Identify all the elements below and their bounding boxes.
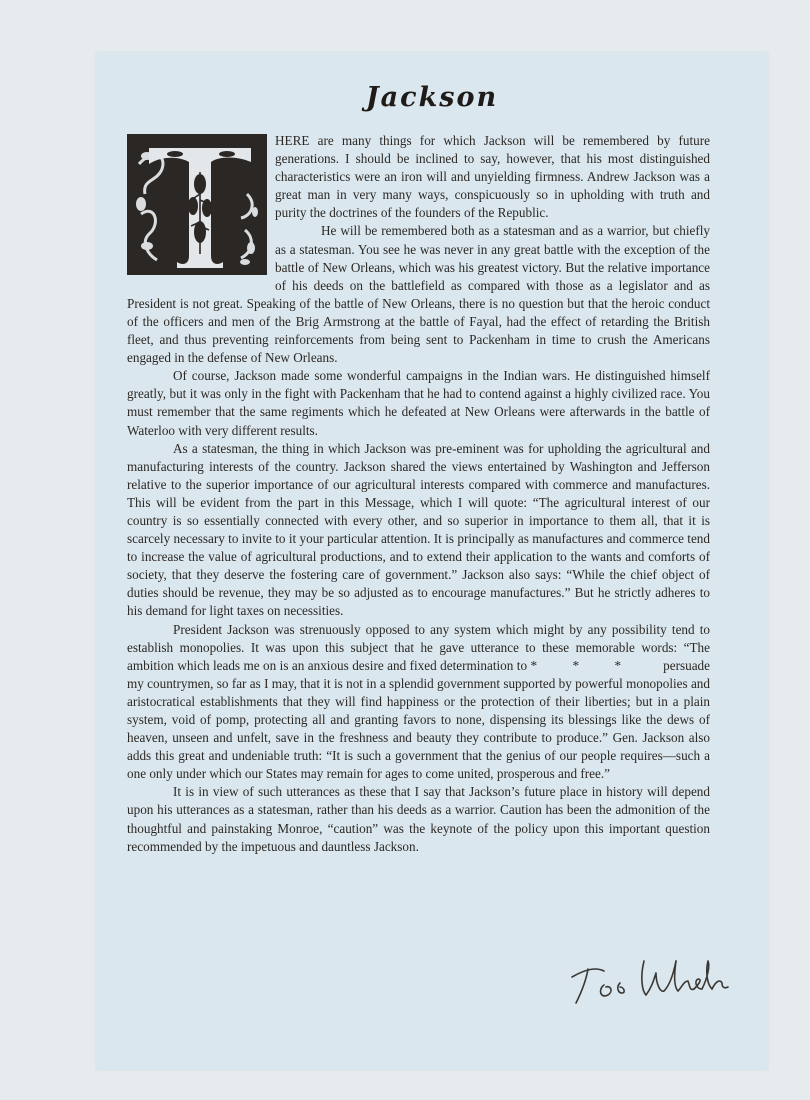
paragraph-5 [127, 621, 710, 784]
paragraph-1: HERE are many things for which Jackson will be remembered by future generations. I should be inclined to say, however, that his most distinguished characteristics were an iron will and unyielding firmness. Andrew Jackson was a great man in very many ways, conspicuously so in upholding with truth and purity the doctrines of the founders of the Republic. [275, 133, 710, 221]
paragraph-2: He will be remembered both as a statesman and as a warrior, but chiefly as a statesman. You see he was never in any great battle with the exception of the battle of New Orleans, which was his greatest victory. But the relative importance of his deeds on the battlefield as compared with those as a legislator and as President is not great. Speaking of the battle of New Orleans, there is no question but that the heroic conduct of the officers and men of the Brig Armstrong at the battle of Fayal, had the effect of retarding the British fleet, and thus preventing reinforcements from being sent to Packenham in time to crush the Americans engaged in the defense of New Orleans. [127, 223, 710, 366]
dropcap-ornament-icon [127, 134, 267, 275]
ornamental-dropcap-t [127, 134, 267, 275]
paragraph-5-part-2: persuade my countrymen, so far as I may, that it is not in a splendid government supported by powerful monopolies and aristocratical establishments that they will find happiness or the protection of their liberties; but in a plain system, void of pomp, protecting all and granting favors to none, dispensing its blessings like the dews of heaven, unseen and unfelt, save in the freshness and beauty they contribute to produce.” Gen. Jackson also adds this great and undeniable truth: “It is such a government that the genius of our people requires—such a one only under which our States may remain for ages to come united, prosperous and free.” [127, 657, 710, 782]
paragraph-6: It is in view of such utterances as these that I say that Jackson’s future place in history will depend upon his utterances as a statesman, rather than his deeds as a warrior. Caution has been the admonition of the thoughtful and painstaking Monroe, “caution” was the keynote of the policy upon this important question recommended by the impetuous and dauntless Jackson. [127, 784, 710, 854]
document-page [96, 52, 768, 1070]
handwritten-signature [566, 947, 736, 1007]
paragraph-4: As a statesman, the thing in which Jackson was pre-eminent was for upholding the agricultural and manufacturing interests of the country. Jackson shared the views entertained by Washington and Jefferson relative to the superior importance of our agricultural interests compared with commerce and manufactures. This will be evident from the part in this Message, which I will quote: “The agricultural interest of our country is so essentially connected with every other, and so superior in importance to them all, that it is scarcely necessary to invite to it your particular attention. It is principally as manufactures and commerce tend to increase the value of agricultural productions, and to extend their application to the wants and comforts of society, that they deserve the fostering care of government.” Jackson also says: “While the chief object of duties should be revenue, they may be so adjusted as to encourage manufactures.” But he strictly adheres to his demand for light taxes on necessities. [127, 440, 710, 619]
paragraph-5-part-1: President Jackson was strenuously opposed to any system which might by any possibility tend to establish monopolies. It was upon this subject that he gave utterance to these memorable words: “The ambition which leads me on is an anxious desire and fixed determination to [127, 621, 710, 673]
article-body [127, 132, 710, 856]
page-title: Jackson [365, 82, 499, 113]
ellipsis-stars: * * * [530, 657, 638, 673]
paragraph-3: Of course, Jackson made some wonderful campaigns in the Indian wars. He distinguished himself greatly, but it was only in the fight with Packenham that he had to contend against a highly civilized race. You must remember that the same regiments which he defeated at New Orleans were afterwards in the battle of Waterloo with very different results. [127, 368, 710, 438]
